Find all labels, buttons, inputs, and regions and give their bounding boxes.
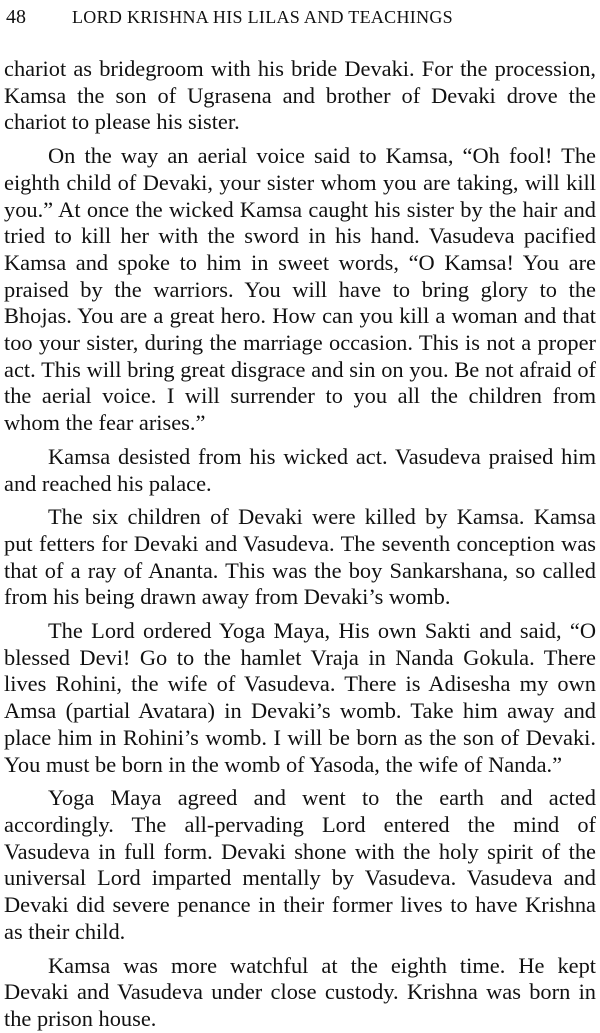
paragraph: Kamsa was more watchful at the eighth time. He kept Devaki and Vasudeva under close custody. Krishna was born in the prison house. (4, 952, 596, 1031)
paragraph: The Lord ordered Yoga Maya, His own Sakti and said, “O blessed Devi! Go to the hamlet Vraja in Nanda Gokula. There lives Rohini, the wife of Vasudeva. There is Adisesha my own Amsa (partial Avatara) in Devaki’s womb. Take him away and place him in Rohini’s womb. I will be born as the son of Devaki. You must be born in the womb of Yasoda, the wife of Nanda.” (4, 618, 596, 777)
body-text (4, 56, 596, 1033)
running-title: LORD KRISHNA HIS LILAS AND TEACHINGS (72, 7, 453, 27)
paragraph: On the way an aerial voice said to Kamsa, “Oh fool! The eighth child of Devaki, your sister whom you are taking, will kill you.” At once the wicked Kamsa caught his sister by the hair and tried to kill her with the sword in his hand. Vasudeva pacified Kamsa and spoke to him in sweet words, “O Kamsa! You are praised by the warriors. You will have to bring glory to the Bhojas. You are a great hero. How can you kill a woman and that too your sister, during the marriage occasion. This is not a proper act. This will bring great disgrace and sin on you. Be not afraid of the aerial voice. I will surrender to you all the children from whom the fear arises.” (4, 143, 596, 436)
paragraph: Kamsa desisted from his wicked act. Vasudeva praised him and reached his palace. (4, 443, 596, 496)
page-number: 48 (6, 6, 26, 28)
paragraph: Yoga Maya agreed and went to the earth and acted accordingly. The all-pervading Lord entered the mind of Vasudeva in full form. Devaki shone with the holy spirit of the universal Lord imparted mentally by Vasudeva. Vasudeva and Devaki did severe penance in their former lives to have Krishna as their child. (4, 785, 596, 944)
paragraph-continued: chariot as bridegroom with his bride Devaki. For the procession, Kamsa the son of Ugrasena and brother of Devaki drove the chariot to please his sister. (4, 56, 596, 135)
running-header (4, 6, 596, 30)
paragraph: The six children of Devaki were killed by Kamsa. Kamsa put fetters for Devaki and Vasudeva. The seventh conception was that of a ray of Ananta. This was the boy Sankarshana, so called from his being drawn away from Devaki’s womb. (4, 504, 596, 610)
